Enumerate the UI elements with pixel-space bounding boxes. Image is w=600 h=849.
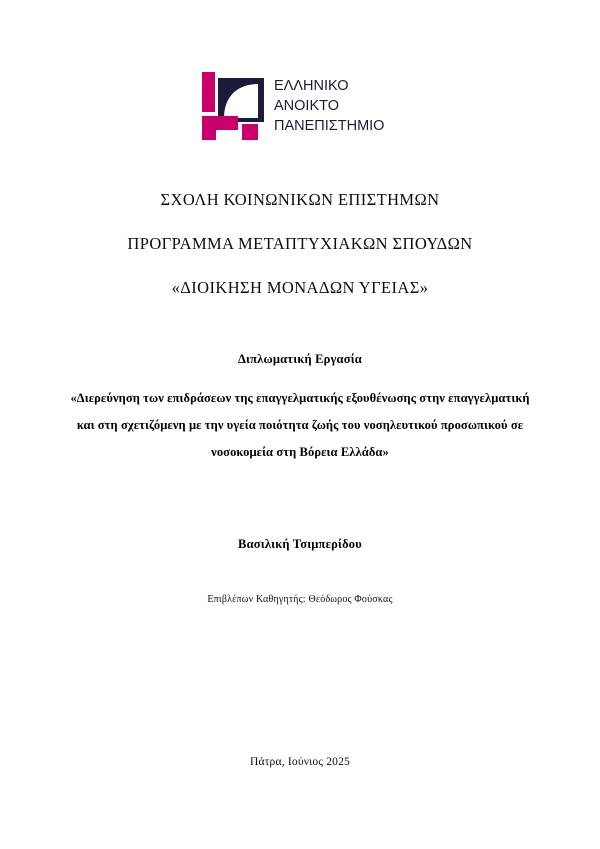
author-name: Βασιλική Τσιμπερίδου xyxy=(238,537,362,551)
programme-title-heading: «ΔΙΟΙΚΗΣΗ ΜΟΝΑΔΩΝ ΥΓΕΙΑΣ» xyxy=(171,278,429,297)
logo-line-3: ΠΑΝΕΠΙΣΤΗΜΙΟ xyxy=(273,118,384,134)
hellenic-open-university-logo xyxy=(198,68,403,144)
heading-block xyxy=(0,178,600,310)
thesis-block xyxy=(0,352,600,466)
programme-heading: ΠΡΟΓΡΑΜΜΑ ΜΕΤΑΠΤΥΧΙΑΚΩΝ ΣΠΟΥΔΩΝ xyxy=(127,234,473,253)
supervisor-line: Επιβλέπων Καθηγητής: Θεόδωρος Φούσκας xyxy=(207,594,393,605)
thesis-title: «Διερεύνηση των επιδράσεων της επαγγελματικής εξουθένωσης στην επαγγελματική και στη σχετιζόμενη με την υγεία ποιότητα ζωής του νοσηλευτικού προσωπικού σε νοσοκομεία στη Βόρεια Ελλάδα» xyxy=(70,391,530,459)
logo-container xyxy=(0,68,600,144)
thesis-kind-label: Διπλωματική Εργασία xyxy=(237,352,362,366)
logo-line-2: ΑΝΟΙΚΤΟ xyxy=(273,98,339,114)
logo-line-1: ΕΛΛΗΝΙΚΟ xyxy=(273,78,349,94)
school-heading: ΣΧΟΛΗ ΚΟΙΝΩΝΙΚΩΝ ΕΠΙΣΤΗΜΩΝ xyxy=(160,190,440,209)
place-date: Πάτρα, Ιούνιος 2025 xyxy=(249,756,350,768)
